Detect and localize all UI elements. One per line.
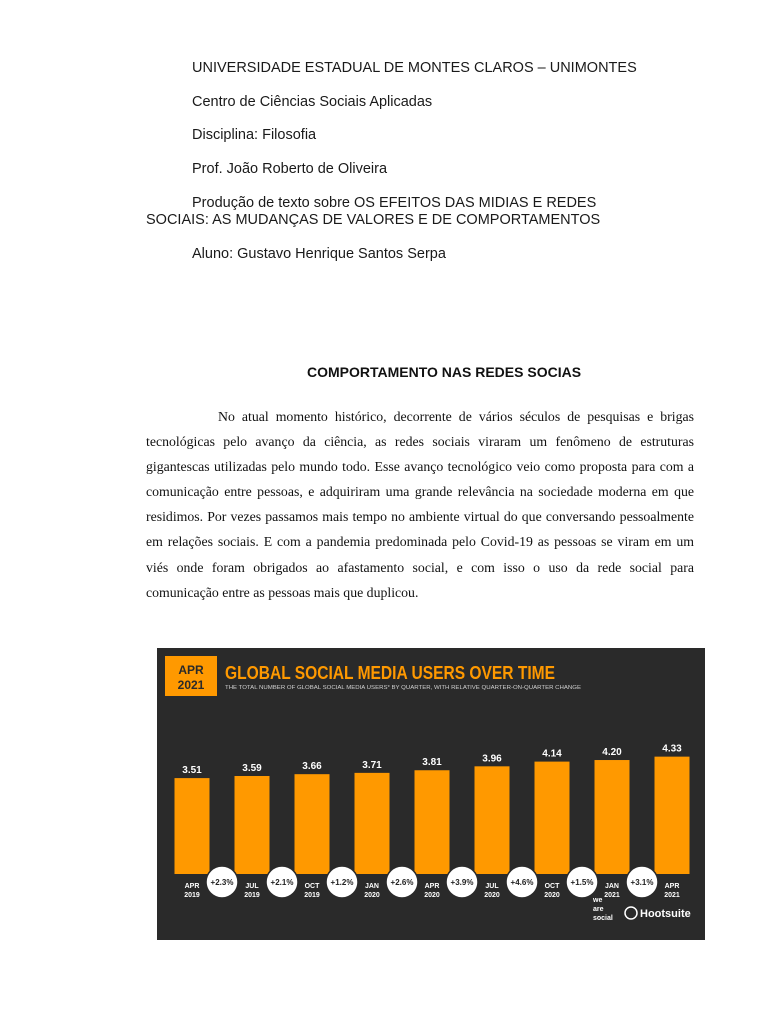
- brand-hootsuite: Hootsuite: [640, 908, 691, 920]
- bar-value-label: 3.96: [482, 753, 502, 765]
- discipline-line: Disciplina: Filosofia: [192, 127, 317, 143]
- section-title: COMPORTAMENTO NAS REDES SOCIAS: [306, 364, 582, 380]
- bar-value-label: 3.71: [362, 759, 382, 771]
- badge-month: APR: [178, 663, 204, 677]
- x-tick-year: 2019: [244, 892, 260, 899]
- bar-value-label: 4.33: [662, 743, 682, 755]
- change-label: +2.6%: [390, 878, 414, 887]
- chart-title: GLOBAL SOCIAL MEDIA USERS OVER TIME: [225, 662, 555, 683]
- bar: [355, 773, 390, 874]
- badge-year: 2021: [177, 678, 205, 692]
- change-label: +3.9%: [450, 878, 474, 887]
- social-media-chart: [157, 648, 705, 940]
- bar: [535, 762, 570, 874]
- change-label: +3.1%: [630, 878, 654, 887]
- x-tick-month: APR: [184, 883, 200, 890]
- bar: [655, 757, 690, 874]
- bar: [595, 760, 630, 874]
- professor-line: Prof. João Roberto de Oliveira: [192, 161, 388, 177]
- bar-value-label: 3.51: [182, 765, 202, 777]
- body-paragraph-text: No atual momento histórico, decorrente de vários séculos de pesquisas e brigas tecnológicas pelo avanço da ciência, as redes sociais viraram um fenômeno de estruturas gigantescas utilizadas pelo mundo todo. Esse avanço tecnológico veio como proposta para com a comunicação entre pessoas, e adquiriram uma grande relevância na sociedade moderna em que residimos. Por vezes passamos mais tempo no ambiente virtual do que conversando pessoalmente em relações sociais. E com a pandemia predominada pelo Covid-19 as pessoas se viram em um viés onde foram obrigados ao afastamento social, e com isso o uso da rede social para comunicação entre as pessoas mais que duplicou.: [146, 409, 694, 600]
- x-tick-month: JUL: [245, 883, 259, 890]
- production-line-2: SOCIAIS: AS MUDANÇAS DE VALORES E DE COMPORTAMENTOS: [146, 212, 601, 228]
- bar-value-label: 3.66: [302, 761, 322, 773]
- x-tick-month: OCT: [304, 883, 320, 890]
- x-tick-month: APR: [424, 883, 440, 890]
- production-line-1: Produção de texto sobre OS EFEITOS DAS MIDIAS E REDES: [192, 195, 597, 211]
- change-label: +2.1%: [270, 878, 294, 887]
- x-tick-year: 2021: [604, 892, 620, 899]
- x-tick-year: 2020: [484, 892, 500, 899]
- change-label: +2.3%: [210, 878, 234, 887]
- x-tick-year: 2019: [304, 892, 320, 899]
- university-line: UNIVERSIDADE ESTADUAL DE MONTES CLAROS – UNIMONTES: [192, 60, 637, 76]
- x-tick-year: 2021: [664, 892, 680, 899]
- bar: [475, 766, 510, 874]
- x-tick-month: JAN: [604, 883, 620, 890]
- bar: [295, 774, 330, 874]
- x-tick-year: 2019: [184, 892, 200, 899]
- change-label: +1.5%: [570, 878, 594, 887]
- student-line: Aluno: Gustavo Henrique Santos Serpa: [192, 246, 446, 262]
- brand-are: are: [593, 906, 604, 913]
- center-line: Centro de Ciências Sociais Aplicadas: [192, 94, 433, 110]
- bar-value-label: 3.59: [242, 763, 262, 775]
- bar-value-label: 4.20: [602, 747, 622, 759]
- bar-value-label: 3.81: [422, 757, 442, 769]
- x-tick-month: JUL: [485, 883, 499, 890]
- bar-value-label: 4.14: [542, 748, 562, 760]
- change-label: +1.2%: [330, 878, 354, 887]
- x-tick-month: JAN: [364, 883, 380, 890]
- bar: [235, 776, 270, 874]
- brand-social: social: [593, 915, 613, 922]
- x-tick-year: 2020: [544, 892, 560, 899]
- chart-subtitle: THE TOTAL NUMBER OF GLOBAL SOCIAL MEDIA USERS* BY QUARTER, WITH RELATIVE QUARTER-ON-QUARTER CHANGE: [225, 685, 582, 691]
- x-tick-month: APR: [664, 883, 680, 890]
- body-paragraph: [146, 404, 694, 605]
- change-label: +4.6%: [510, 878, 534, 887]
- bar: [415, 770, 450, 874]
- x-tick-year: 2020: [364, 892, 380, 899]
- chart-svg: [157, 648, 705, 940]
- bar: [175, 778, 210, 874]
- brand-we: we: [593, 897, 603, 904]
- x-tick-year: 2020: [424, 892, 440, 899]
- x-tick-month: OCT: [544, 883, 560, 890]
